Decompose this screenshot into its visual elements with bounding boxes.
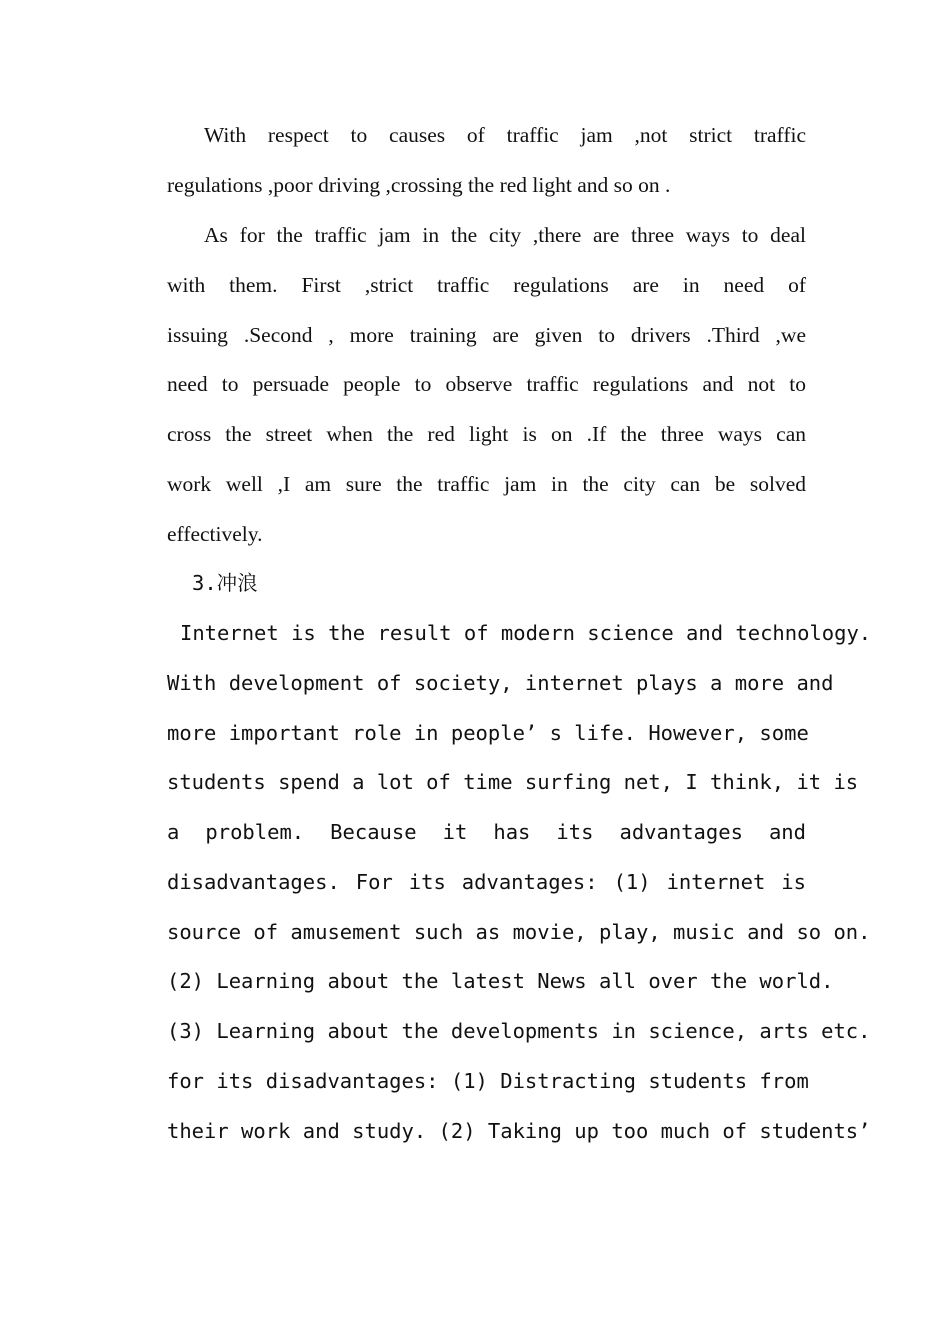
paragraph-2-line-4: need to persuade people to observe traffic regulations and not to [167, 372, 806, 396]
section-heading: 3.冲浪 [192, 571, 258, 595]
paragraph-2-line-1: As for the traffic jam in the city ,there are three ways to deal [204, 223, 806, 247]
paragraph-3-line-7: source of amusement such as movie, play, music and so on. [167, 920, 871, 944]
paragraph-2-line-2: with them. First ,strict traffic regulations are in need of [167, 273, 806, 297]
paragraph-1-line-2: regulations ,poor driving ,crossing the red light and so on . [167, 173, 671, 197]
paragraph-3-line-5: a problem. Because it has its advantages and [167, 820, 806, 844]
paragraph-1-line-1: With respect to causes of traffic jam ,not strict traffic [204, 123, 806, 147]
paragraph-3-line-6: disadvantages. For its advantages: (1) internet is [167, 870, 806, 894]
paragraph-2-line-3: issuing .Second , more training are given to drivers .Third ,we [167, 323, 806, 347]
paragraph-3-line-9: (3) Learning about the developments in science, arts etc. [167, 1019, 871, 1043]
paragraph-3-line-8: (2) Learning about the latest News all over the world. [167, 969, 834, 993]
paragraph-3-line-4: students spend a lot of time surfing net, I think, it is [167, 770, 859, 794]
paragraph-2-line-7: effectively. [167, 522, 263, 546]
paragraph-2-line-6: work well ,I am sure the traffic jam in the city can be solved [167, 472, 806, 496]
paragraph-3-line-1: Internet is the result of modern science and technology. [180, 621, 872, 645]
paragraph-3-line-11: their work and study. (2) Taking up too much of students’ [167, 1119, 871, 1143]
paragraph-2-line-5: cross the street when the red light is on .If the three ways can [167, 422, 806, 446]
paragraph-3-line-10: for its disadvantages: (1) Distracting students from [167, 1069, 809, 1093]
paragraph-3-line-3: more important role in people’ s life. However, some [167, 721, 809, 745]
paragraph-3-line-2: With development of society, internet plays a more and [167, 671, 834, 695]
